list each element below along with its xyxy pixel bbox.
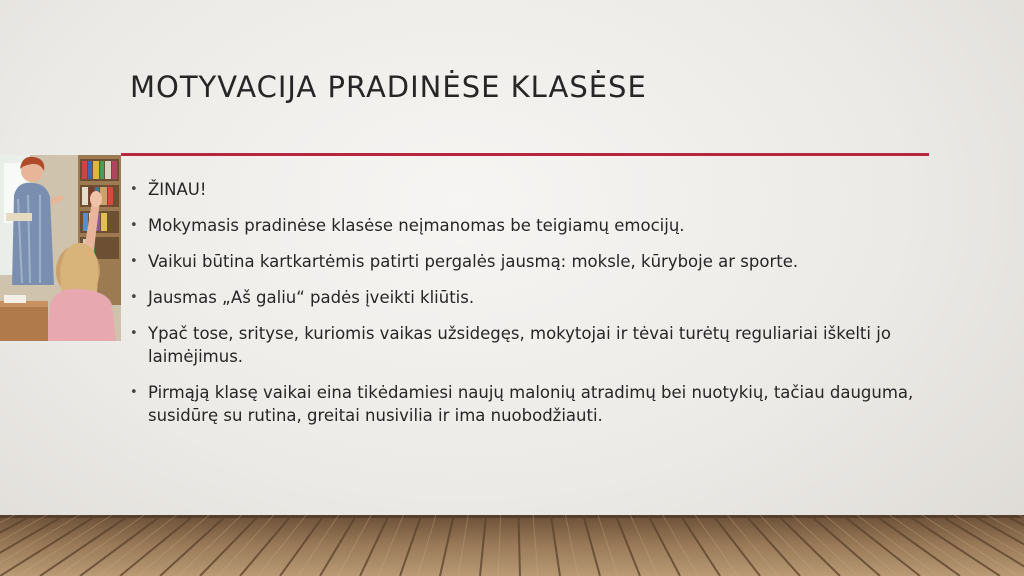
- bullet-dot: •: [130, 218, 138, 233]
- bullet-dot: •: [130, 385, 138, 400]
- bullet-text: ŽINAU!: [148, 180, 207, 199]
- bullet-dot: •: [130, 182, 138, 197]
- bullet-item: [130, 178, 930, 201]
- bullet-text: Jausmas „Aš galiu“ padės įveikti kliūtis.: [148, 288, 475, 307]
- slide-title: MOTYVACIJA PRADINĖSE KLASĖSE: [130, 70, 647, 104]
- bullet-item: [130, 381, 930, 427]
- title-divider-line: [121, 153, 929, 156]
- bullet-dot: •: [130, 326, 138, 341]
- bullet-dot: •: [130, 290, 138, 305]
- bullet-item: [130, 214, 930, 237]
- bullet-text: Vaikui būtina kartkartėmis patirti pergalės jausmą: moksle, kūryboje ar sporte.: [148, 252, 799, 271]
- bullet-item: [130, 286, 930, 309]
- bullet-text: Mokymasis pradinėse klasėse neįmanomas be teigiamų emocijų.: [148, 216, 685, 235]
- bullet-text: Ypač tose, srityse, kuriomis vaikas užsidegęs, mokytojai ir tėvai turėtų reguliariai iškelti jo laimėjimus.: [148, 324, 891, 366]
- wooden-floor: [0, 515, 1024, 576]
- bullet-item: [130, 250, 930, 273]
- classroom-photo: [0, 155, 121, 341]
- bullet-dot: •: [130, 254, 138, 269]
- bullet-list: [130, 178, 930, 440]
- bullet-item: [130, 322, 930, 368]
- bullet-text: Pirmąją klasę vaikai eina tikėdamiesi naujų malonių atradimų bei nuotykių, tačiau dauguma, susidūrę su rutina, greitai nusivilia ir ima nuobodžiauti.: [148, 383, 914, 425]
